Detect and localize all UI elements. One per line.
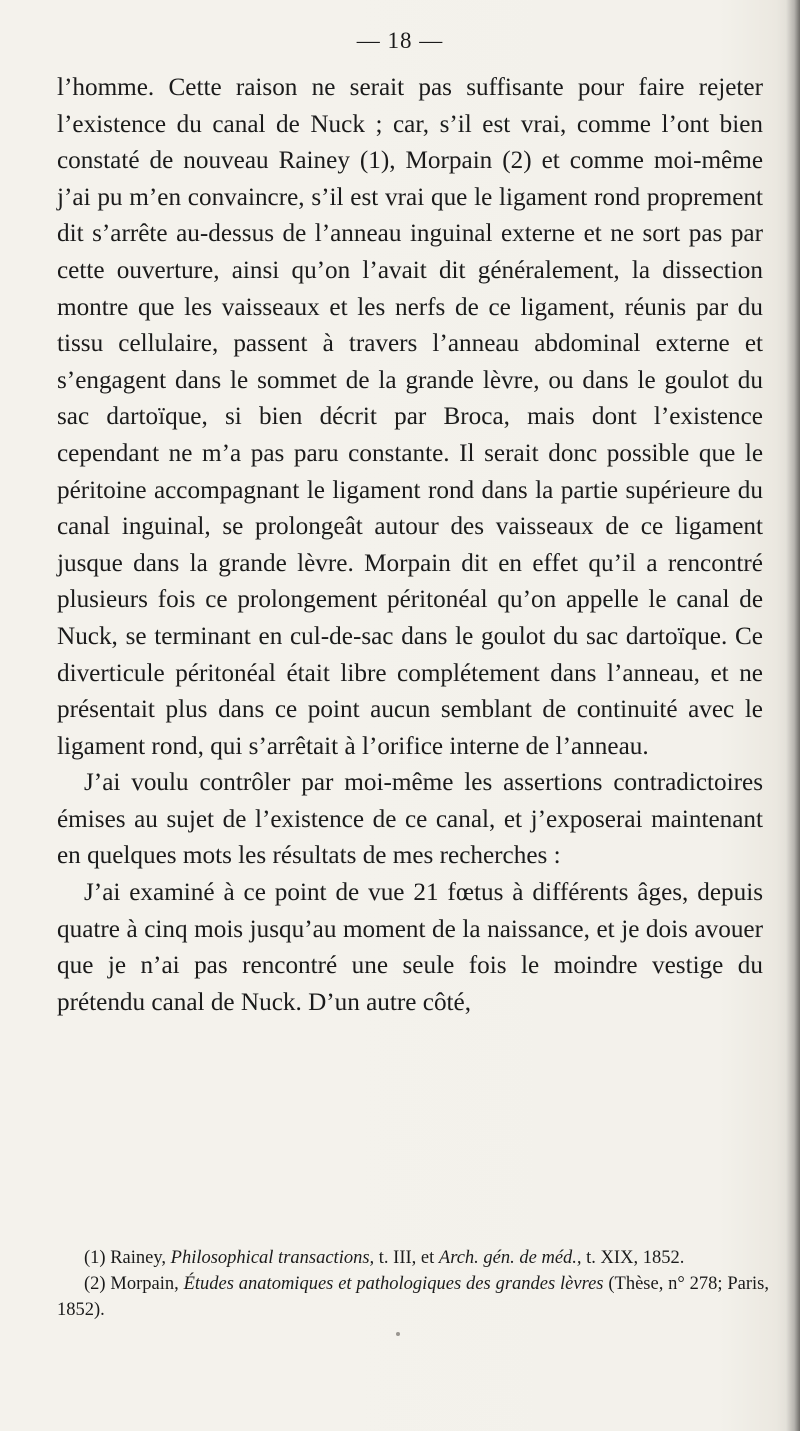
footnote-1-ref: t. III, et <box>378 1248 435 1268</box>
ink-speck <box>396 1332 400 1336</box>
page-number: — 18 — <box>356 28 444 53</box>
footnote-1-author: Rainey, <box>110 1248 167 1268</box>
paragraph-3: J’ai examiné à ce point de vue 21 fœtus à différents âges, depuis quatre à cinq mois jusqu’au moment de la naissance, et je dois avouer que je n’ai pas rencontré une seule fois le moindre vestige du prétendu canal de Nuck. D’un autre côté, <box>57 879 763 1016</box>
footnote-1-marker: (1) <box>84 1248 106 1268</box>
footnote-1-title: Philosophical transactions, <box>170 1248 375 1268</box>
footnote-2-tail: (Thèse, n° 278; Paris, 1852). <box>57 1274 770 1320</box>
footnote-2-marker: (2) <box>84 1274 106 1294</box>
page-binding-shadow <box>786 0 800 1431</box>
paragraph-2: J’ai voulu contrôler par moi-même les assertions contradictoires émises au sujet de l’existence de ce canal, et j’exposerai maintenant en quelques mots les résultats de mes recherches : <box>57 769 763 870</box>
footnote-1-journal: Arch. gén. de méd., <box>438 1248 582 1268</box>
main-text <box>57 70 763 1021</box>
footnote-2-title: Études anatomiques et pathologiques des grandes lèvres <box>183 1274 604 1294</box>
footnotes <box>57 1245 769 1323</box>
footnote-1 <box>57 1245 769 1271</box>
footnote-2 <box>57 1271 769 1323</box>
footnote-2-author: Morpain, <box>110 1274 179 1294</box>
paragraph-1: l’homme. Cette raison ne serait pas suffisante pour faire rejeter l’existence du canal de Nuck ; car, s’il est vrai, comme l’ont bien constaté de nouveau Rainey (1), Morpain (2) et comme moi-même j’ai pu m’en convaincre, s’il est vrai que le ligament rond proprement dit s’arrête au-dessus de l’anneau inguinal externe et ne sort pas par cette ouverture, ainsi qu’on l’avait dit généralement, la dissection montre que les vaisseaux et les nerfs de ce ligament, réunis par du tissu cellulaire, passent à travers l’anneau abdominal externe et s’engagent dans le sommet de la grande lèvre, ou dans le goulot du sac dartoïque, si bien décrit par Broca, mais dont l’existence cependant ne m’a pas paru constante. Il serait donc possible que le péritoine accompagnant le ligament rond dans la partie supérieure du canal inguinal, se prolongeât autour des vaisseaux de ce ligament jusque dans la grande lèvre. Morpain dit en effet qu’il a rencontré plusieurs fois ce prolongement péritonéal qu’on appelle le canal de Nuck, se terminant en cul-de-sac dans le goulot du sac dartoïque. Ce diverticule péritonéal était libre complétement dans l’anneau, et ne présentait plus dans ce point aucun semblant de continuité avec le ligament rond, qui s’arrêtait à l’orifice interne de l’anneau. <box>57 74 763 760</box>
footnote-1-tail: t. XIX, 1852. <box>586 1248 685 1268</box>
